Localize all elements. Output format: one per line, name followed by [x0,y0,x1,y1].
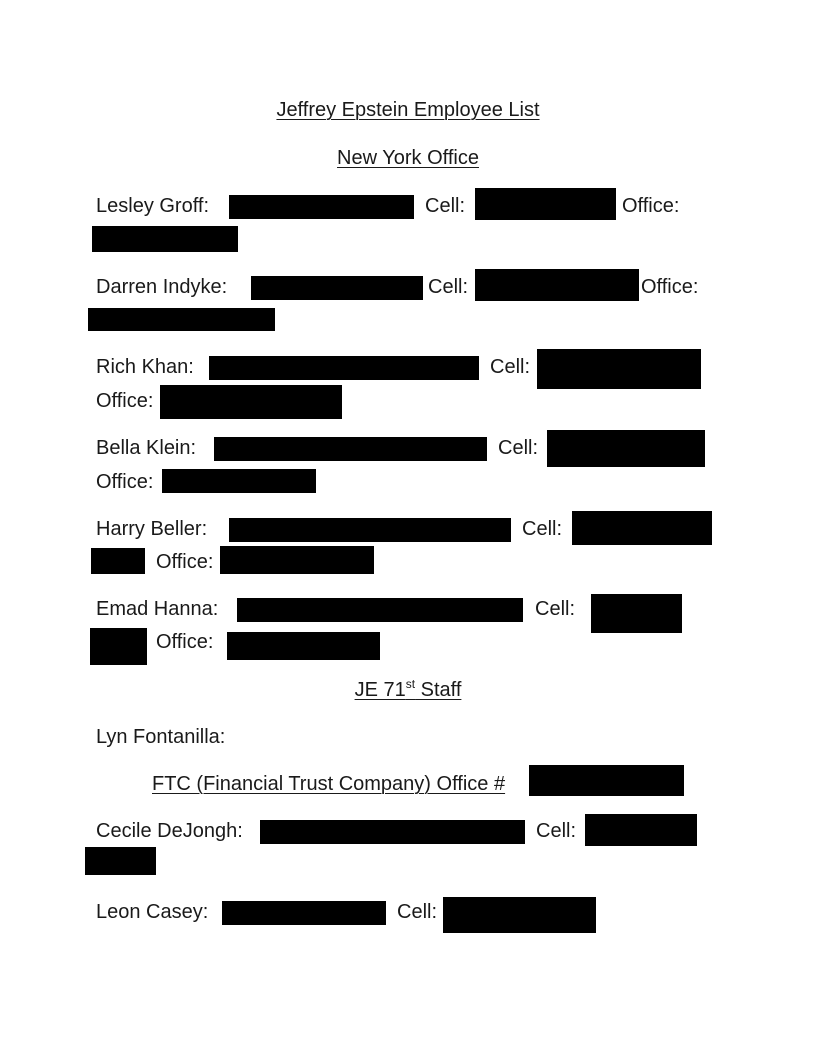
redaction-bar [260,820,525,844]
redaction-bar [475,188,616,220]
redaction-bar [475,269,639,301]
employee-name: Darren Indyke: [96,276,228,298]
redaction-bar [547,430,705,467]
employee-name: Cecile DeJongh: [96,820,243,842]
redaction-bar [91,548,145,574]
redaction-bar [585,814,697,846]
section-heading-ftc: FTC (Financial Trust Company) Office # [152,773,506,795]
cell-label: Cell: [428,276,469,298]
cell-label: Cell: [425,195,466,217]
employee-name: Leon Casey: [96,901,209,923]
office-label: Office: [156,631,214,653]
redaction-bar [90,628,147,665]
redaction-bar [85,847,156,875]
redaction-bar [591,594,682,633]
redaction-bar [227,632,380,660]
redaction-bar [88,308,275,331]
redaction-bar [220,546,374,574]
employee-name: Lyn Fontanilla: [96,726,226,748]
employee-name: Emad Hanna: [96,598,219,620]
redaction-bar [251,276,423,300]
employee-name: Harry Beller: [96,518,208,540]
redaction-bar [229,518,511,542]
cell-label: Cell: [498,437,539,459]
cell-label: Cell: [536,820,577,842]
redaction-bar [537,349,701,389]
redaction-bar [237,598,523,622]
employee-name: Bella Klein: [96,437,197,459]
document-title: Jeffrey Epstein Employee List [276,99,540,121]
redaction-bar [529,765,684,796]
employee-name: Rich Khan: [96,356,194,378]
office-label: Office: [156,551,214,573]
section-heading-new-york: New York Office [337,147,479,169]
cell-label: Cell: [535,598,576,620]
redaction-bar [443,897,596,933]
cell-label: Cell: [490,356,531,378]
redaction-bar [214,437,487,461]
office-label: Office: [96,390,154,412]
redaction-bar [209,356,479,380]
redaction-bar [222,901,386,925]
employee-name: Lesley Groff: [96,195,210,217]
office-label: Office: [96,471,154,493]
office-label: Office: [641,276,699,298]
cell-label: Cell: [397,901,438,923]
redaction-bar [572,511,712,545]
office-label: Office: [622,195,680,217]
section-heading-je71: JE 71st Staff [354,677,462,701]
redaction-bar [92,226,238,252]
redaction-bar [160,385,342,419]
redaction-bar [229,195,414,219]
redaction-bar [162,469,316,493]
cell-label: Cell: [522,518,563,540]
